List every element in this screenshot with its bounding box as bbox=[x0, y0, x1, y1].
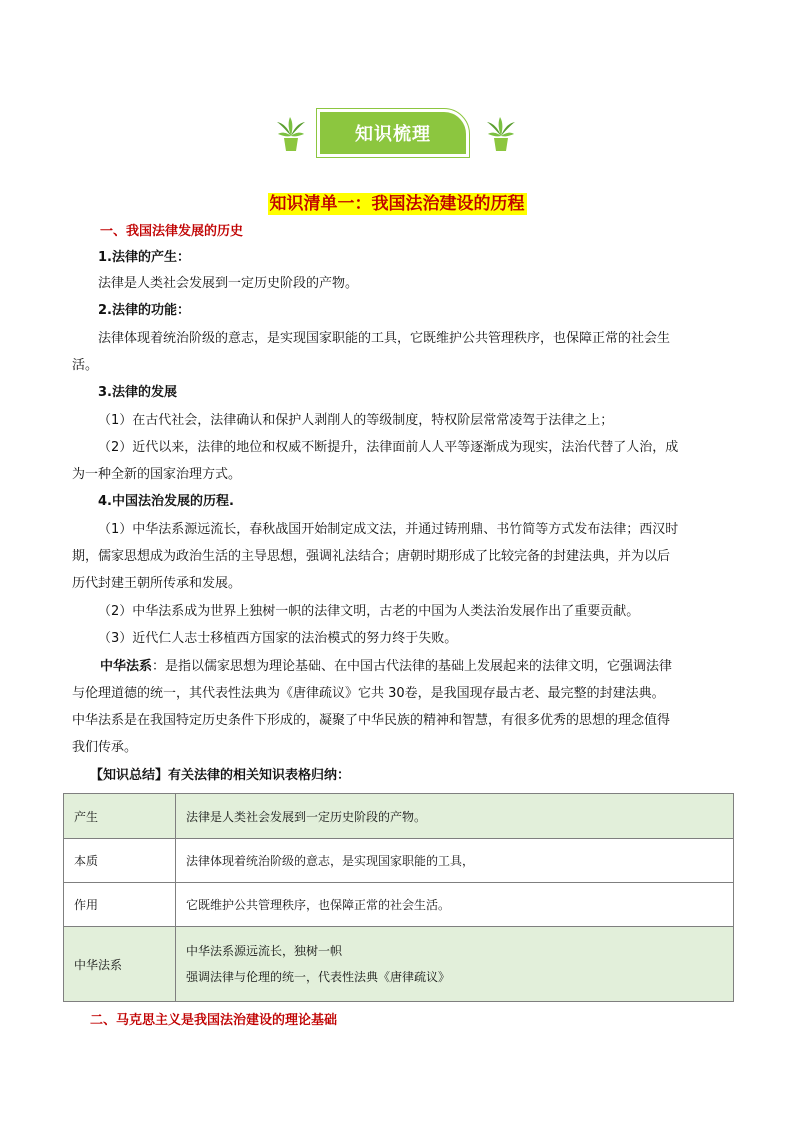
paragraph: （2）近代以来，法律的地位和权威不断提升，法律面前人人平等逐渐成为现实，法治代替了人治，成 bbox=[98, 440, 679, 455]
table-key: 中华法系 bbox=[64, 927, 176, 1002]
potted-plant-icon bbox=[486, 116, 516, 152]
section-banner bbox=[274, 108, 520, 158]
summary-heading: 【知识总结】有关法律的相关知识表格归纳： bbox=[90, 768, 351, 783]
subheading-3: 3.法律的发展 bbox=[98, 385, 177, 400]
potted-plant-icon bbox=[276, 116, 306, 152]
subheading-2: 2.法律的功能： bbox=[98, 303, 190, 318]
table-row bbox=[64, 794, 734, 839]
paragraph: 法律是人类社会发展到一定历史阶段的产物。 bbox=[98, 276, 359, 291]
subheading-4: 4.中国法治发展的历程. bbox=[98, 494, 234, 509]
paragraph: 期，儒家思想成为政治生活的主导思想，强调礼法结合；唐朝时期形成了比较完备的封建法典，并为以后 bbox=[72, 549, 671, 564]
heading-2: 二、马克思主义是我国法治建设的理论基础 bbox=[90, 1013, 338, 1028]
paragraph: （1）中华法系源远流长，春秋战国开始制定成文法，并通过铸刑鼎、书竹简等方式发布法律；西汉时 bbox=[98, 522, 679, 537]
table-row bbox=[64, 883, 734, 927]
table-value: 它既维护公共管理秩序，也保障正常的社会生活。 bbox=[176, 883, 734, 927]
table-key: 产生 bbox=[64, 794, 176, 839]
table-row bbox=[64, 839, 734, 883]
summary-table bbox=[63, 793, 734, 1002]
paragraph bbox=[100, 658, 740, 676]
table-key: 本质 bbox=[64, 839, 176, 883]
paragraph: 法律体现着统治阶级的意志，是实现国家职能的工具，它既维护公共管理秩序，也保障正常的社会生 bbox=[98, 331, 671, 346]
table-value-line: 强调法律与伦理的统一，代表性法典《唐律疏议》 bbox=[186, 970, 451, 984]
paragraph: （1）在古代社会，法律确认和保护人剥削人的等级制度，特权阶层常常凌驾于法律之上； bbox=[98, 413, 614, 428]
paragraph: 为一种全新的国家治理方式。 bbox=[72, 467, 242, 482]
heading-1: 一、我国法律发展的历史 bbox=[100, 224, 244, 239]
table-row bbox=[64, 927, 734, 1002]
paragraph: 活。 bbox=[72, 358, 99, 373]
paragraph: 我们传承。 bbox=[72, 740, 138, 755]
banner-box bbox=[320, 112, 466, 154]
banner-label: 知识梳理 bbox=[355, 124, 431, 145]
table-value: 法律是人类社会发展到一定历史阶段的产物。 bbox=[176, 794, 734, 839]
paragraph: 与伦理道德的统一，其代表性法典为《唐律疏议》它共 30卷，是我国现存最古老、最完整的封建法典。 bbox=[72, 686, 665, 701]
section-title-text: 知识清单一：我国法治建设的历程 bbox=[269, 194, 525, 214]
paragraph: （2）中华法系成为世界上独树一帜的法律文明，古老的中国为人类法治发展作出了重要贡献。 bbox=[98, 604, 640, 619]
table-value bbox=[176, 927, 734, 1002]
paragraph: （3）近代仁人志士移植西方国家的法治模式的努力终于失败。 bbox=[98, 631, 458, 646]
section-title bbox=[0, 189, 794, 214]
table-key: 作用 bbox=[64, 883, 176, 927]
term-definition: ：是指以儒家思想为理论基础、在中国古代法律的基础上发展起来的法律文明，它强调法律 bbox=[152, 659, 673, 674]
table-value: 法律体现着统治阶级的意志，是实现国家职能的工具， bbox=[176, 839, 734, 883]
table-value-line: 中华法系源远流长，独树一帜 bbox=[186, 944, 343, 958]
term-label: 中华法系 bbox=[100, 659, 153, 674]
subheading-1: 1.法律的产生： bbox=[98, 250, 190, 265]
paragraph: 历代封建王朝所传承和发展。 bbox=[72, 576, 242, 591]
paragraph: 中华法系是在我国特定历史条件下形成的，凝聚了中华民族的精神和智慧，有很多优秀的思想的理念值得 bbox=[72, 713, 671, 728]
